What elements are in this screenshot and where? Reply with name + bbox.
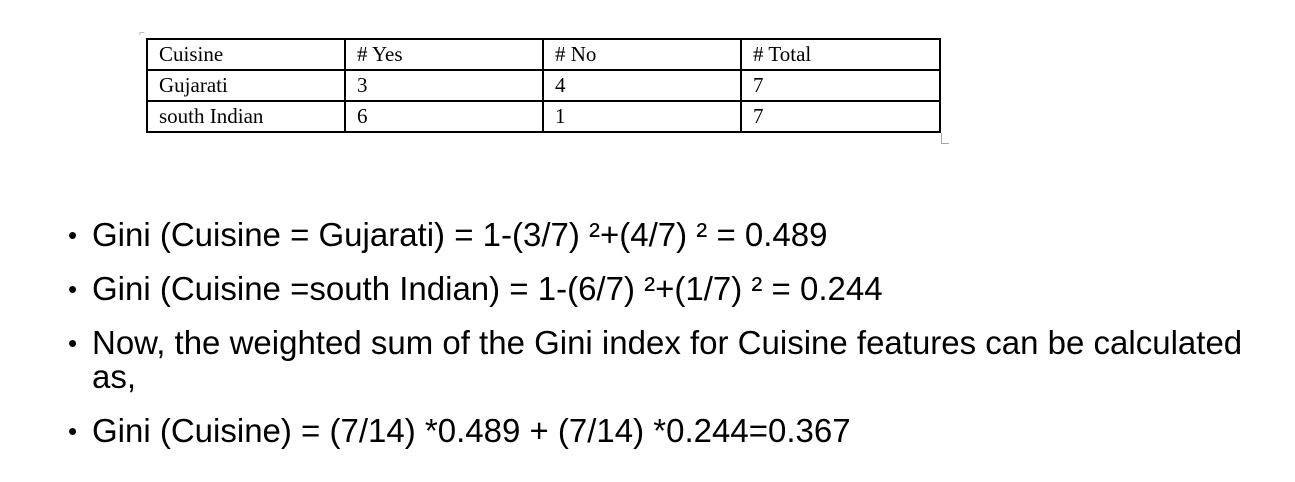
table-header-row [147,39,940,70]
header-cuisine: Cuisine [147,39,345,70]
bullet-text: Gini (Cuisine =south Indian) = 1-(6/7) ²+(1/7) ² = 0.244 [92,270,883,307]
table-resize-mark [941,133,949,144]
bullet-icon: • [68,274,78,304]
table-row [147,101,940,132]
list-item [68,218,1288,252]
cell-yes: 6 [345,101,543,132]
cell-total: 7 [741,101,940,132]
cell-no: 1 [543,101,741,132]
header-total: # Total [741,39,940,70]
cell-cuisine: south Indian [147,101,345,132]
table-row [147,70,940,101]
cell-cuisine: Gujarati [147,70,345,101]
list-item [68,272,1288,306]
header-no: # No [543,39,741,70]
table-anchor-mark: ⌐ [139,28,145,39]
bullet-text: Now, the weighted sum of the Gini index for Cuisine features can be calculated as, [92,324,1243,395]
header-yes: # Yes [345,39,543,70]
list-item [68,414,1288,448]
bullet-icon: • [68,328,78,358]
bullet-text: Gini (Cuisine) = (7/14) *0.489 + (7/14) *0.244=0.367 [92,412,851,449]
bullet-icon: • [68,416,78,446]
cell-total: 7 [741,70,940,101]
bullet-icon: • [68,220,78,250]
bullet-text: Gini (Cuisine = Gujarati) = 1-(3/7) ²+(4/7) ² = 0.489 [92,216,828,253]
cell-no: 4 [543,70,741,101]
cell-yes: 3 [345,70,543,101]
bullet-list [68,218,1288,468]
cuisine-table [146,38,941,133]
list-item [68,326,1288,394]
